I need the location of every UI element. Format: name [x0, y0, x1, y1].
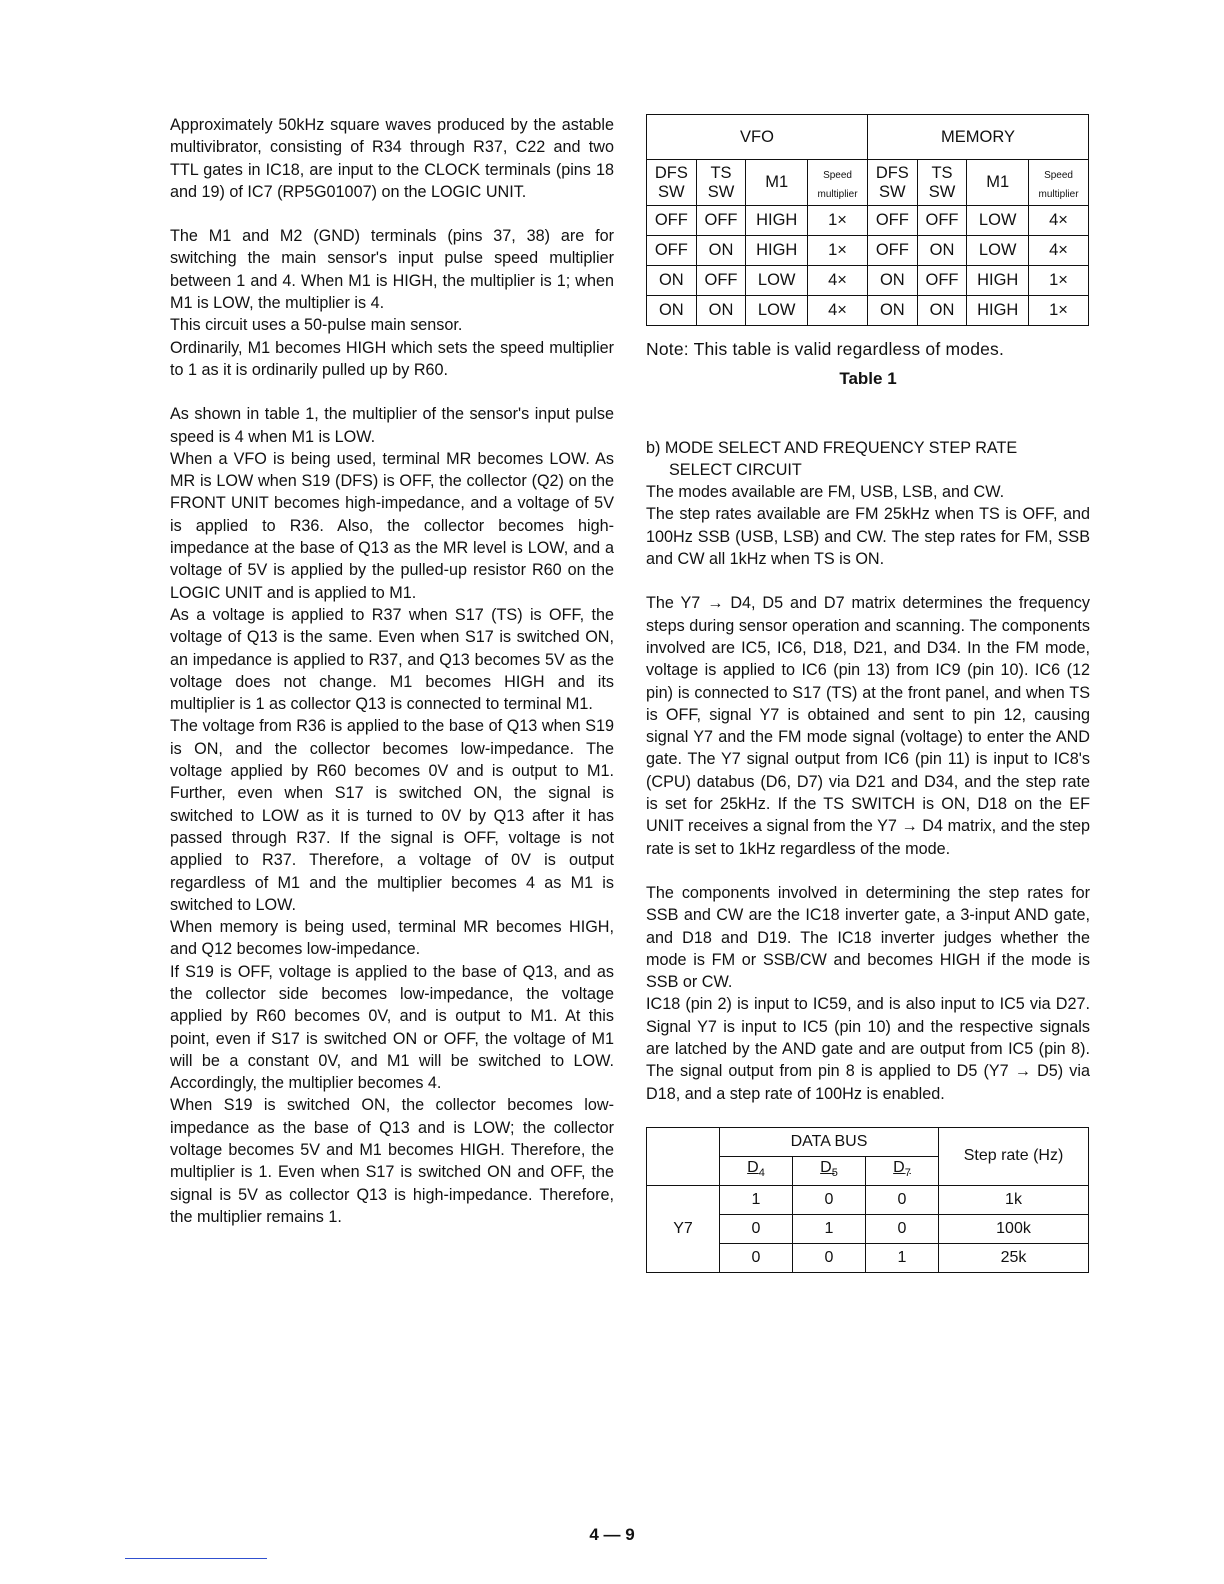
right-column: [646, 114, 1090, 1273]
cell: OFF: [647, 236, 697, 266]
cell: 1×: [808, 206, 868, 236]
cell: 1: [720, 1185, 793, 1214]
cell: OFF: [867, 236, 917, 266]
cell: ON: [917, 236, 967, 266]
cell: 1×: [1029, 296, 1089, 326]
cell: 1×: [1029, 266, 1089, 296]
cell: 0: [866, 1214, 939, 1243]
cell: 0: [720, 1243, 793, 1272]
d7-header: $D_7$: [866, 1156, 939, 1185]
cell: LOW: [967, 236, 1029, 266]
cell: LOW: [967, 206, 1029, 236]
cell: LOW: [746, 266, 808, 296]
paragraph: The step rates available are FM 25kHz when TS is OFF, and 100Hz SSB (USB, LSB) and CW. The step rates for FM, SSB and CW all 1kHz when TS is ON.: [646, 505, 1090, 569]
cell: HIGH: [746, 206, 808, 236]
cell: 0: [866, 1185, 939, 1214]
cell: 1: [793, 1214, 866, 1243]
paragraph: IC18 (pin 2) is input to IC59, and is also input to IC5 via D27. Signal Y7 is input to IC5 (pin 10) and the respective signals are latched by the AND gate and are output from IC5 (pin 8). The signal output from pin 8 is applied to D5 (Y7 → D5) via D18, and a step rate of 100Hz is enabled.: [646, 995, 1090, 1103]
cell: LOW: [746, 296, 808, 326]
column-header: Speed multiplier: [1029, 160, 1089, 206]
table-note: Note: This table is valid regardless of modes.: [646, 339, 1005, 359]
paragraph: When S19 is switched ON, the collector becomes low-impedance as the base of Q13 and is LOW; the collector voltage becomes 5V and M1 becomes HIGH. Therefore, the multiplier is 1. Even when S17 is switched ON and OFF, the signal is 5V as collector Q13 is high-impedance. Therefore, the multiplier remains 1.: [170, 1096, 614, 1226]
cell: 0: [720, 1214, 793, 1243]
column-header: Speed multiplier: [808, 160, 868, 206]
cell: ON: [867, 296, 917, 326]
cell: ON: [647, 296, 697, 326]
cell: 25k: [939, 1243, 1089, 1272]
cell: 1×: [808, 236, 868, 266]
table-row: [647, 1185, 1089, 1214]
cell: ON: [696, 236, 746, 266]
page-number: 4 — 9: [589, 1525, 635, 1544]
cell: HIGH: [967, 296, 1029, 326]
table-row: [647, 206, 1089, 236]
speed-multiplier-table: [646, 114, 1089, 326]
cell: 0: [793, 1185, 866, 1214]
paragraph: The M1 and M2 (GND) terminals (pins 37, 38) are for switching the main sensor's input pulse speed multiplier between 1 and 4. When M1 is HIGH, the multiplier is 1; when M1 is LOW, the multiplier is 4.: [170, 227, 614, 313]
row-label: Y7: [647, 1185, 720, 1272]
cell: 4×: [1029, 206, 1089, 236]
paragraph: Approximately 50kHz square waves produced by the astable multivibrator, consisting of R34 through R37, C22 and two TTL gates in IC18, are input to the CLOCK terminals (pins 18 and 19) of IC7 (RP5G01007) on the LOGIC UNIT.: [170, 116, 614, 201]
column-header: DFS SW: [867, 160, 917, 206]
cell: ON: [867, 266, 917, 296]
cell: OFF: [917, 206, 967, 236]
cell: OFF: [696, 266, 746, 296]
cell: OFF: [647, 206, 697, 236]
left-column: [170, 114, 614, 1228]
column-header: TS SW: [917, 160, 967, 206]
paragraph: Ordinarily, M1 becomes HIGH which sets the speed multiplier to 1 as it is ordinarily pulled up by R60.: [170, 338, 614, 379]
empty-corner: [647, 1127, 720, 1185]
paragraph: As shown in table 1, the multiplier of the sensor's input pulse speed is 4 when M1 is LOW.: [170, 405, 614, 446]
cell: ON: [696, 296, 746, 326]
cell: OFF: [867, 206, 917, 236]
column-header: TS SW: [696, 160, 746, 206]
step-rate-header: Step rate (Hz): [939, 1127, 1089, 1185]
footer-rule: [125, 1558, 267, 1559]
table-caption: Table 1: [839, 369, 897, 389]
cell: ON: [647, 266, 697, 296]
column-header: DFS SW: [647, 160, 697, 206]
cell: 0: [793, 1243, 866, 1272]
table-row: [647, 296, 1089, 326]
paragraph: If S19 is OFF, voltage is applied to the base of Q13, and as the collector side becomes low-impedance, the voltage applied by R60 becomes 0V, and is output to M1. At this point, even if S17 is switched ON or OFF, the voltage of M1 will be a constant 0V, and M1 will be switched to LOW. Accordingly, the multiplier becomes 4.: [170, 962, 614, 1093]
cell: 4×: [808, 266, 868, 296]
cell: 4×: [808, 296, 868, 326]
table-row: [647, 236, 1089, 266]
paragraph: The modes available are FM, USB, LSB, and CW.: [646, 483, 1005, 502]
cell: OFF: [696, 206, 746, 236]
cell: 100k: [939, 1214, 1089, 1243]
step-rate-table: [646, 1127, 1089, 1273]
cell: 4×: [1029, 236, 1089, 266]
paragraph: The components involved in determining the step rates for SSB and CW are the IC18 inverter gate, a 3-input AND gate, and D18 and D19. The IC18 inverter judges whether the mode is FM or SSB/CW and becomes HIGH if the mode is SSB or CW.: [646, 883, 1090, 992]
cell: HIGH: [967, 266, 1029, 296]
vfo-group-header: VFO: [647, 115, 868, 160]
table-row: [647, 266, 1089, 296]
cell: 1: [866, 1243, 939, 1272]
memory-group-header: MEMORY: [867, 115, 1088, 160]
paragraph: The Y7 → D4, D5 and D7 matrix determines the frequency steps during sensor operation and scanning. The components involved are IC5, IC6, D18, D21, and D34. In the FM mode, voltage is applied to IC6 (pin 13) from IC9 (pin 10). IC6 (12 pin) is connected to S17 (TS) at the front panel, and when TS is OFF, signal Y7 is obtained and sent to pin 12, causing signal Y7 and the FM mode signal (voltage) to enter the AND gate. The Y7 signal output from IC6 (pin 11) is input to IC8's (CPU) databus (D6, D7) via D21 and D34, and the step rate is set for 25kHz. If the TS SWITCH is ON, D18 on the EF UNIT receives a signal from the Y7 → D4 matrix, and the step rate is set to 1kHz regardless of the mode.: [646, 594, 1090, 858]
cell: OFF: [917, 266, 967, 296]
column-header: M1: [746, 160, 808, 206]
section-heading: b) MODE SELECT AND FREQUENCY STEP RATE SELECT CIRCUIT: [646, 438, 1018, 479]
paragraph: The voltage from R36 is applied to the base of Q13 when S19 is ON, and the collector becomes low-impedance. The voltage applied by R60 becomes 0V and is output to M1. Further, even when S17 is switched ON, the signal is switched to LOW as it is turned to 0V by Q13 after it has passed through R37. If the signal is OFF, voltage is not applied to R37. Therefore, a voltage of 0V is output regardless of M1 and the multiplier becomes 4 as M1 is switched to LOW.: [170, 717, 614, 914]
paragraph: This circuit uses a 50-pulse main sensor.: [170, 316, 463, 335]
cell: ON: [917, 296, 967, 326]
data-bus-header: DATA BUS: [720, 1127, 939, 1156]
paragraph: As a voltage is applied to R37 when S17 (TS) is OFF, the voltage of Q13 is the same. Even when S17 is switched ON, an impedance is applied to R37, and Q13 becomes 5V as the voltage does not change. M1 becomes HIGH and its multiplier is 1 as collector Q13 is connected to terminal M1.: [170, 605, 614, 714]
d4-header: $D_4$: [720, 1156, 793, 1185]
cell: HIGH: [746, 236, 808, 266]
column-header: M1: [967, 160, 1029, 206]
d5-header: $D_5$: [793, 1156, 866, 1185]
paragraph: When a VFO is being used, terminal MR becomes LOW. As MR is LOW when S19 (DFS) is OFF, the collector (Q2) on the FRONT UNIT becomes high-impedance, and a voltage of 5V is applied to R36. Also, the collector becomes high-impedance at the base of Q13 as the MR level is LOW, and a voltage of 5V is applied by the pulled-up resistor R60 on the LOGIC UNIT and is applied to M1.: [170, 449, 614, 602]
paragraph: When memory is being used, terminal MR becomes HIGH, and Q12 becomes low-impedance.: [170, 918, 614, 959]
cell: 1k: [939, 1185, 1089, 1214]
